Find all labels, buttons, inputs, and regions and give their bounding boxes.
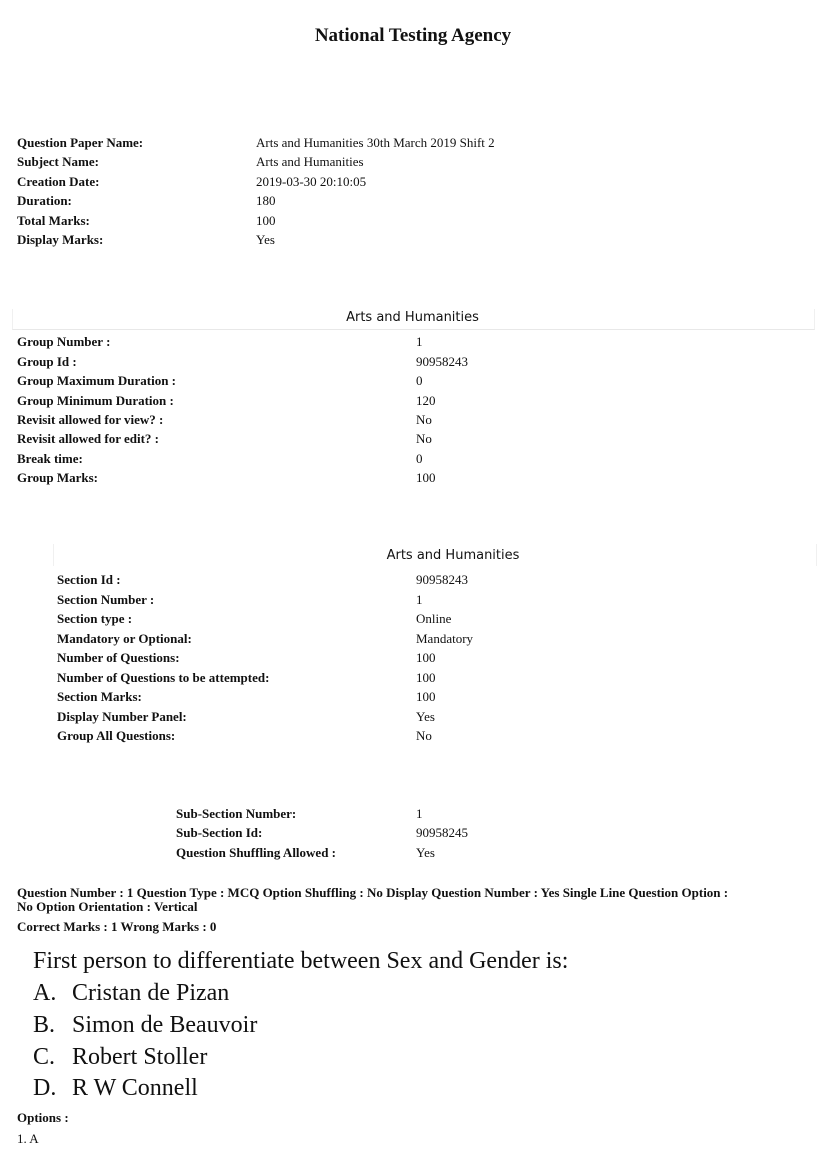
group-info-label: Group Id : [17, 354, 77, 369]
section-info-value: 1 [416, 592, 423, 607]
section-info-label: Mandatory or Optional: [57, 631, 192, 646]
option-letter: B. [33, 1012, 56, 1038]
option-text: Robert Stoller [72, 1044, 208, 1070]
subsection-info-label: Question Shuffling Allowed : [176, 845, 337, 860]
question-text: First person to differentiate between Sex and Gender is: [33, 948, 569, 974]
section-info-value: 100 [416, 689, 436, 704]
question-meta-line2: No Option Orientation : Vertical [17, 899, 198, 914]
subsection-info-value: 90958245 [416, 825, 468, 840]
group-info-label: Group Number : [17, 334, 111, 349]
question-meta-line1: Question Number : 1 Question Type : MCQ Option Shuffling : No Display Question Number : Yes Single Line Question Option : [17, 885, 729, 900]
group-info-value: No [416, 412, 432, 427]
paper-info-label: Subject Name: [17, 154, 99, 169]
section-info-value: 100 [416, 650, 436, 665]
section-info-label: Number of Questions: [57, 650, 180, 665]
section-info-value: No [416, 728, 432, 743]
paper-info-label: Total Marks: [17, 213, 90, 228]
options-label: Options : [17, 1110, 69, 1125]
section-info-label: Section Number : [57, 592, 155, 607]
option-id: 1. A [17, 1131, 39, 1146]
option-text: R W Connell [72, 1075, 198, 1101]
group-info-value: 1 [416, 334, 423, 349]
paper-info-value: Arts and Humanities [256, 154, 364, 169]
paper-info-value: 100 [256, 213, 276, 228]
option-text: Cristan de Pizan [72, 980, 230, 1006]
group-info-label: Revisit allowed for view? : [17, 412, 164, 427]
section-info-value: Online [416, 611, 452, 626]
paper-info-value: 180 [256, 193, 276, 208]
section-info-label: Group All Questions: [57, 728, 176, 743]
paper-info-value: Yes [256, 232, 275, 247]
question-marks: Correct Marks : 1 Wrong Marks : 0 [17, 919, 217, 934]
group-info-label: Revisit allowed for edit? : [17, 431, 160, 446]
group-info-value: 90958243 [416, 354, 468, 369]
section-heading: Arts and Humanities [386, 548, 520, 563]
section-info-label: Display Number Panel: [57, 709, 187, 724]
subsection-info-value: 1 [416, 806, 423, 821]
group-info-label: Group Marks: [17, 470, 99, 485]
option-letter: A. [33, 980, 57, 1006]
group-info-label: Group Maximum Duration : [17, 373, 177, 388]
section-info-value: 100 [416, 670, 436, 685]
section-info-label: Section Marks: [57, 689, 142, 704]
section-info-label: Number of Questions to be attempted: [57, 670, 270, 685]
section-info-value: Mandatory [416, 631, 474, 646]
section-info-label: Section Id : [57, 572, 121, 587]
group-info-value: No [416, 431, 432, 446]
paper-info-label: Display Marks: [17, 232, 104, 247]
section-info-value: Yes [416, 709, 435, 724]
subsection-info-label: Sub-Section Id: [176, 825, 263, 840]
page-title: National Testing Agency [314, 25, 512, 46]
group-info-value: 0 [416, 451, 423, 466]
group-info-value: 100 [416, 470, 436, 485]
option-text: Simon de Beauvoir [72, 1012, 258, 1038]
section-info-label: Section type : [57, 611, 133, 626]
option-letter: C. [33, 1044, 56, 1070]
paper-info-label: Creation Date: [17, 174, 100, 189]
group-info-label: Break time: [17, 451, 83, 466]
subsection-info-label: Sub-Section Number: [176, 806, 297, 821]
group-heading: Arts and Humanities [346, 310, 479, 325]
paper-info-label: Question Paper Name: [17, 135, 144, 150]
group-info-value: 120 [416, 393, 436, 408]
subsection-info-value: Yes [416, 845, 435, 860]
section-info-value: 90958243 [416, 572, 468, 587]
option-letter: D. [33, 1075, 57, 1101]
group-info-label: Group Minimum Duration : [17, 393, 174, 408]
group-info-value: 0 [416, 373, 423, 388]
paper-info-value: Arts and Humanities 30th March 2019 Shift 2 [256, 135, 495, 150]
paper-info-value: 2019-03-30 20:10:05 [256, 174, 367, 189]
paper-info-label: Duration: [17, 193, 72, 208]
